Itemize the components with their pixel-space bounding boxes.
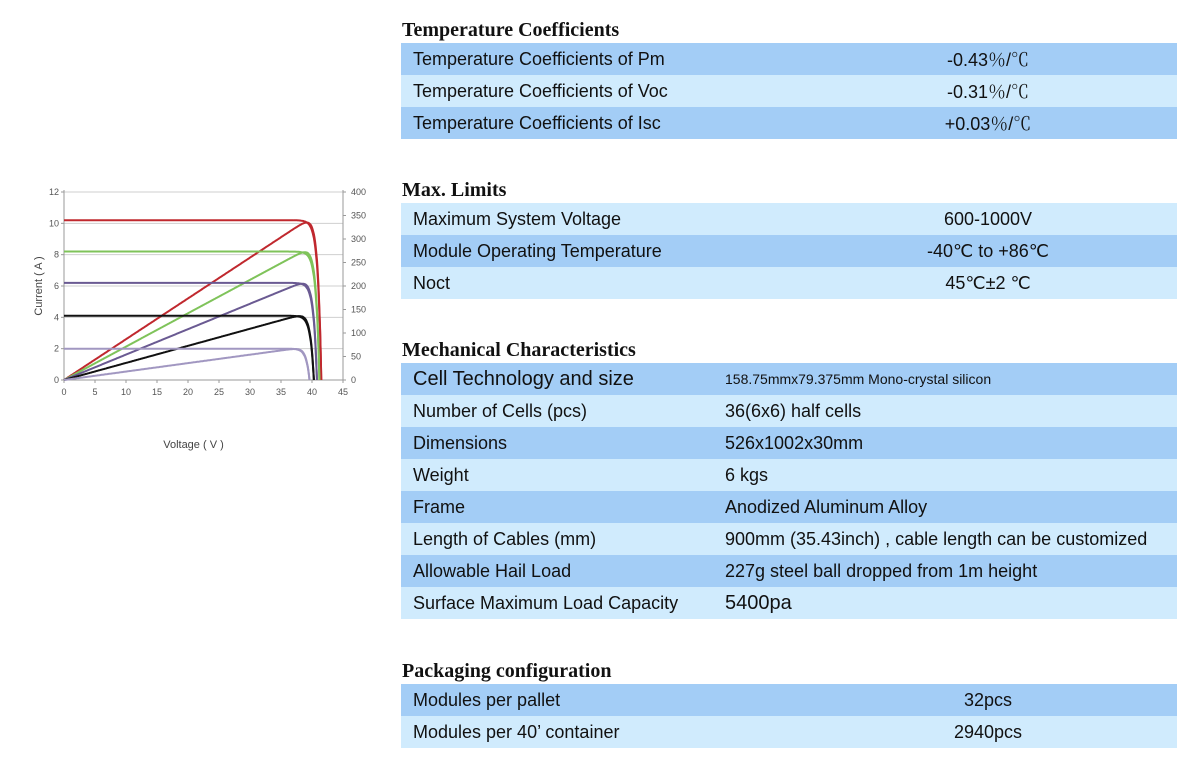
row-value: 526x1002x30mm xyxy=(725,432,864,453)
y-tick-label: 0 xyxy=(53,375,59,385)
iv-curve-chart xyxy=(30,180,380,470)
table-row xyxy=(401,523,1177,555)
row-value: -0.43％/℃ xyxy=(946,50,1030,70)
mechanical-characteristics-section xyxy=(401,338,1177,619)
x-tick-label: 5 xyxy=(92,387,98,397)
x-tick-label: 35 xyxy=(275,387,287,397)
row-value: 36(6x6) half cells xyxy=(725,400,862,421)
row-value: 32pcs xyxy=(963,689,1013,710)
row-value: 5400pa xyxy=(725,591,792,614)
row-value: -40℃ to +86℃ xyxy=(927,240,1049,261)
iv-curve-line xyxy=(64,220,321,380)
table-row xyxy=(401,235,1177,267)
row-value: 158.75mmx79.375mm Mono-crystal silicon xyxy=(725,371,992,387)
table-row xyxy=(401,555,1177,587)
y2-tick-label: 200 xyxy=(351,281,367,291)
row-value: 227g steel ball dropped from 1m height xyxy=(725,560,1038,581)
row-value: +0.03％/℃ xyxy=(944,114,1032,134)
y2-tick-label: 100 xyxy=(351,328,367,338)
row-label: Temperature Coefficients of Voc xyxy=(413,80,668,101)
table-row xyxy=(401,427,1177,459)
y-tick-label: 6 xyxy=(53,281,59,291)
y-tick-label: 8 xyxy=(53,249,59,260)
x-tick-label: 25 xyxy=(213,387,225,397)
row-label: Temperature Coefficients of Isc xyxy=(413,112,661,133)
table-row xyxy=(401,43,1177,75)
row-label: Temperature Coefficients of Pm xyxy=(413,48,665,69)
section-title: Mechanical Characteristics xyxy=(402,339,636,361)
row-value: 600-1000V xyxy=(943,208,1033,229)
section-title: Temperature Coefficients xyxy=(402,19,620,41)
row-label: Number of Cells (pcs) xyxy=(413,400,588,421)
row-label: Allowable Hail Load xyxy=(413,560,572,581)
row-label: Cell Technology and size xyxy=(413,367,634,390)
row-label: Surface Maximum Load Capacity xyxy=(413,592,679,613)
y2-tick-label: 0 xyxy=(351,375,357,385)
table-row xyxy=(401,459,1177,491)
x-axis-title: Voltage ( V ) xyxy=(163,439,224,451)
x-tick-label: 30 xyxy=(244,387,256,397)
packaging-configuration-section xyxy=(401,659,1177,748)
table-row xyxy=(401,75,1177,107)
row-label: Length of Cables (mm) xyxy=(413,528,597,549)
y-tick-label: 10 xyxy=(48,218,59,229)
pv-curve-line xyxy=(64,223,321,381)
y2-tick-label: 350 xyxy=(351,210,367,221)
pv-curve-line xyxy=(64,284,317,380)
x-tick-label: 15 xyxy=(151,387,163,397)
y2-tick-label: 150 xyxy=(351,304,367,315)
x-tick-label: 0 xyxy=(61,387,67,397)
temperature-coefficients-section xyxy=(401,18,1177,139)
iv-curve-svg xyxy=(30,180,380,470)
row-label: Modules per 40’ container xyxy=(413,721,620,742)
table-row xyxy=(401,363,1177,395)
x-tick-label: 40 xyxy=(306,387,318,397)
row-label: Maximum System Voltage xyxy=(413,208,622,229)
row-value: 900mm (35.43inch) , cable length can be customized xyxy=(725,528,1148,549)
row-value: 6 kgs xyxy=(725,464,769,485)
row-label: Frame xyxy=(413,496,466,517)
row-label: Modules per pallet xyxy=(413,689,561,710)
row-label: Noct xyxy=(413,272,451,293)
y2-tick-label: 250 xyxy=(351,257,367,268)
section-title: Packaging configuration xyxy=(402,660,612,682)
y2-tick-label: 400 xyxy=(351,187,367,197)
row-label: Weight xyxy=(413,464,469,485)
table-row xyxy=(401,491,1177,523)
table-row xyxy=(401,587,1177,619)
table-row xyxy=(401,684,1177,716)
table-row xyxy=(401,203,1177,235)
x-tick-label: 45 xyxy=(337,387,349,397)
row-label: Module Operating Temperature xyxy=(413,240,662,261)
section-title: Max. Limits xyxy=(402,179,507,201)
y-tick-label: 2 xyxy=(53,343,59,354)
row-value: 45℃±2 ℃ xyxy=(945,272,1031,293)
y2-tick-label: 50 xyxy=(351,351,362,362)
row-label: Dimensions xyxy=(413,432,508,453)
max-limits-section xyxy=(401,178,1177,299)
table-row xyxy=(401,267,1177,299)
row-value: Anodized Aluminum Alloy xyxy=(725,496,928,517)
x-tick-label: 10 xyxy=(120,387,132,397)
row-value: 2940pcs xyxy=(953,721,1023,742)
table-row xyxy=(401,107,1177,139)
y-tick-label: 4 xyxy=(53,312,59,323)
row-value: -0.31％/℃ xyxy=(946,82,1030,102)
table-row xyxy=(401,716,1177,748)
table-row xyxy=(401,395,1177,427)
y-axis-title: Current ( A ) xyxy=(33,256,45,316)
y-tick-label: 12 xyxy=(48,187,59,197)
x-tick-label: 20 xyxy=(182,387,194,397)
y2-tick-label: 300 xyxy=(351,234,367,244)
